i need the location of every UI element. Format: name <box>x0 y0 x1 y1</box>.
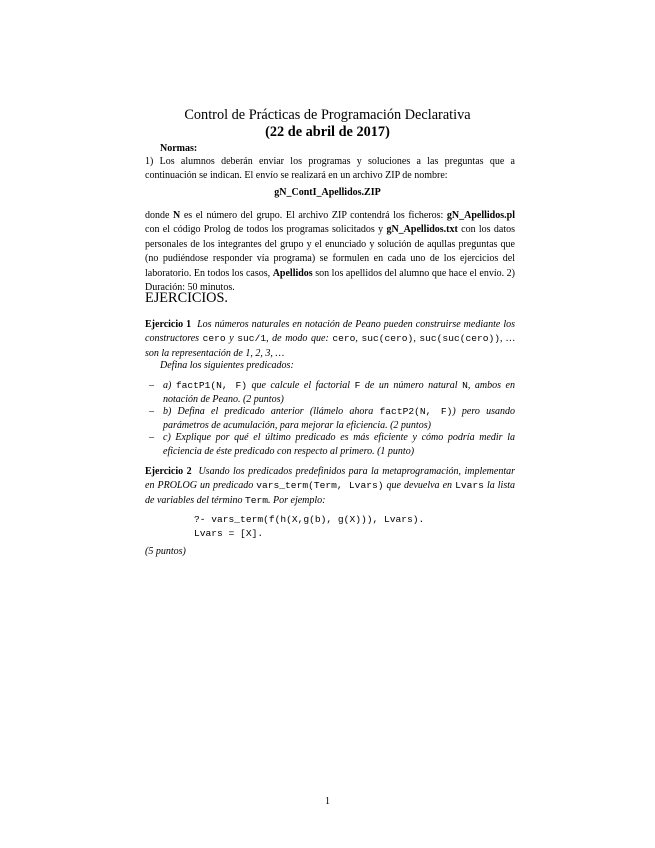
exercise-1-label: Ejercicio 1 <box>145 319 192 330</box>
exercise-2-label: Ejercicio 2 <box>145 466 192 477</box>
code-line-2: Lvars = [X]. <box>194 528 264 540</box>
pl-filename: gN_Apellidos.pl <box>446 210 515 221</box>
normas-paragraph-2: donde N es el número del grupo. El archivo ZIP contendrá los ficheros: gN_Apellidos.pl con el código Prolog de todos los programas solicitados y gN_Apellidos.txt con los datos personales de los integrantes del grupo y el enunciado y solución de aqullas preguntas que (no pudiéndose responder vía programa) se formulen en cada uno de los ejercicios del laboratorio. En todos los casos, Apellidos son los apellidos del alumno que hace el envío. 2) Duración: 50 minutos. <box>145 210 515 294</box>
txt-filename: gN_Apellidos.txt <box>386 224 458 236</box>
normas-paragraph-1: 1) Los alumnos deberán enviar los programas y soluciones a las preguntas que a continuación se indican. El envío se realizará en un archivo ZIP de nombre: <box>145 156 515 182</box>
code-line-1: ?- vars_term(f(h(X,g(b), g(X))), Lvars). <box>194 514 425 525</box>
exercise-2-points: (5 puntos) <box>145 546 186 557</box>
exercise-1-item-b: – b) Defina el predicado anterior (llámelo ahora factP2(N, F)) pero usando parámetros de acumulación, para mejorar la eficiencia. (2 puntos) <box>149 406 516 432</box>
exercise-1-instruction: Defina los siguientes predicados: <box>160 360 294 371</box>
exercise-1-item-a: – a) factP1(N, F) que calcule el factorial F de un número natural N, ambos en notación de Peano. (2 puntos) <box>149 380 515 406</box>
normas-heading: Normas: <box>160 143 198 154</box>
zip-filename: gN_ContI_Apellidos.ZIP <box>274 187 381 198</box>
title-line-2: (22 de abril de 2017) <box>265 124 390 140</box>
exercise-1-statement: Ejercicio 1 Los números naturales en notación de Peano pueden construirse mediante los constructores cero y suc/1, de modo que: cero, suc(cero), suc(suc(cero)), … son la representación de 1, 2, 3, … <box>145 319 515 359</box>
page-number: 1 <box>325 796 330 807</box>
exercise-1-item-c: – c) Explique por qué el último predicado es más eficiente y cómo podría medir la eficiencia de éste predicado con respecto al primero. (1 punto) <box>149 432 515 458</box>
section-title: EJERCICIOS. <box>145 290 229 306</box>
title-line-1: Control de Prácticas de Programación Declarativa <box>184 107 471 123</box>
exercise-2-statement: Ejercicio 2 Usando los predicados predefinidos para la metaprogramación, implementar en PROLOG un predicado vars_term(Term, Lvars) que devuelva en Lvars la lista de variables del término Term. Por ejemplo: <box>145 466 515 506</box>
document-title <box>0 107 655 141</box>
code-example <box>194 513 424 542</box>
